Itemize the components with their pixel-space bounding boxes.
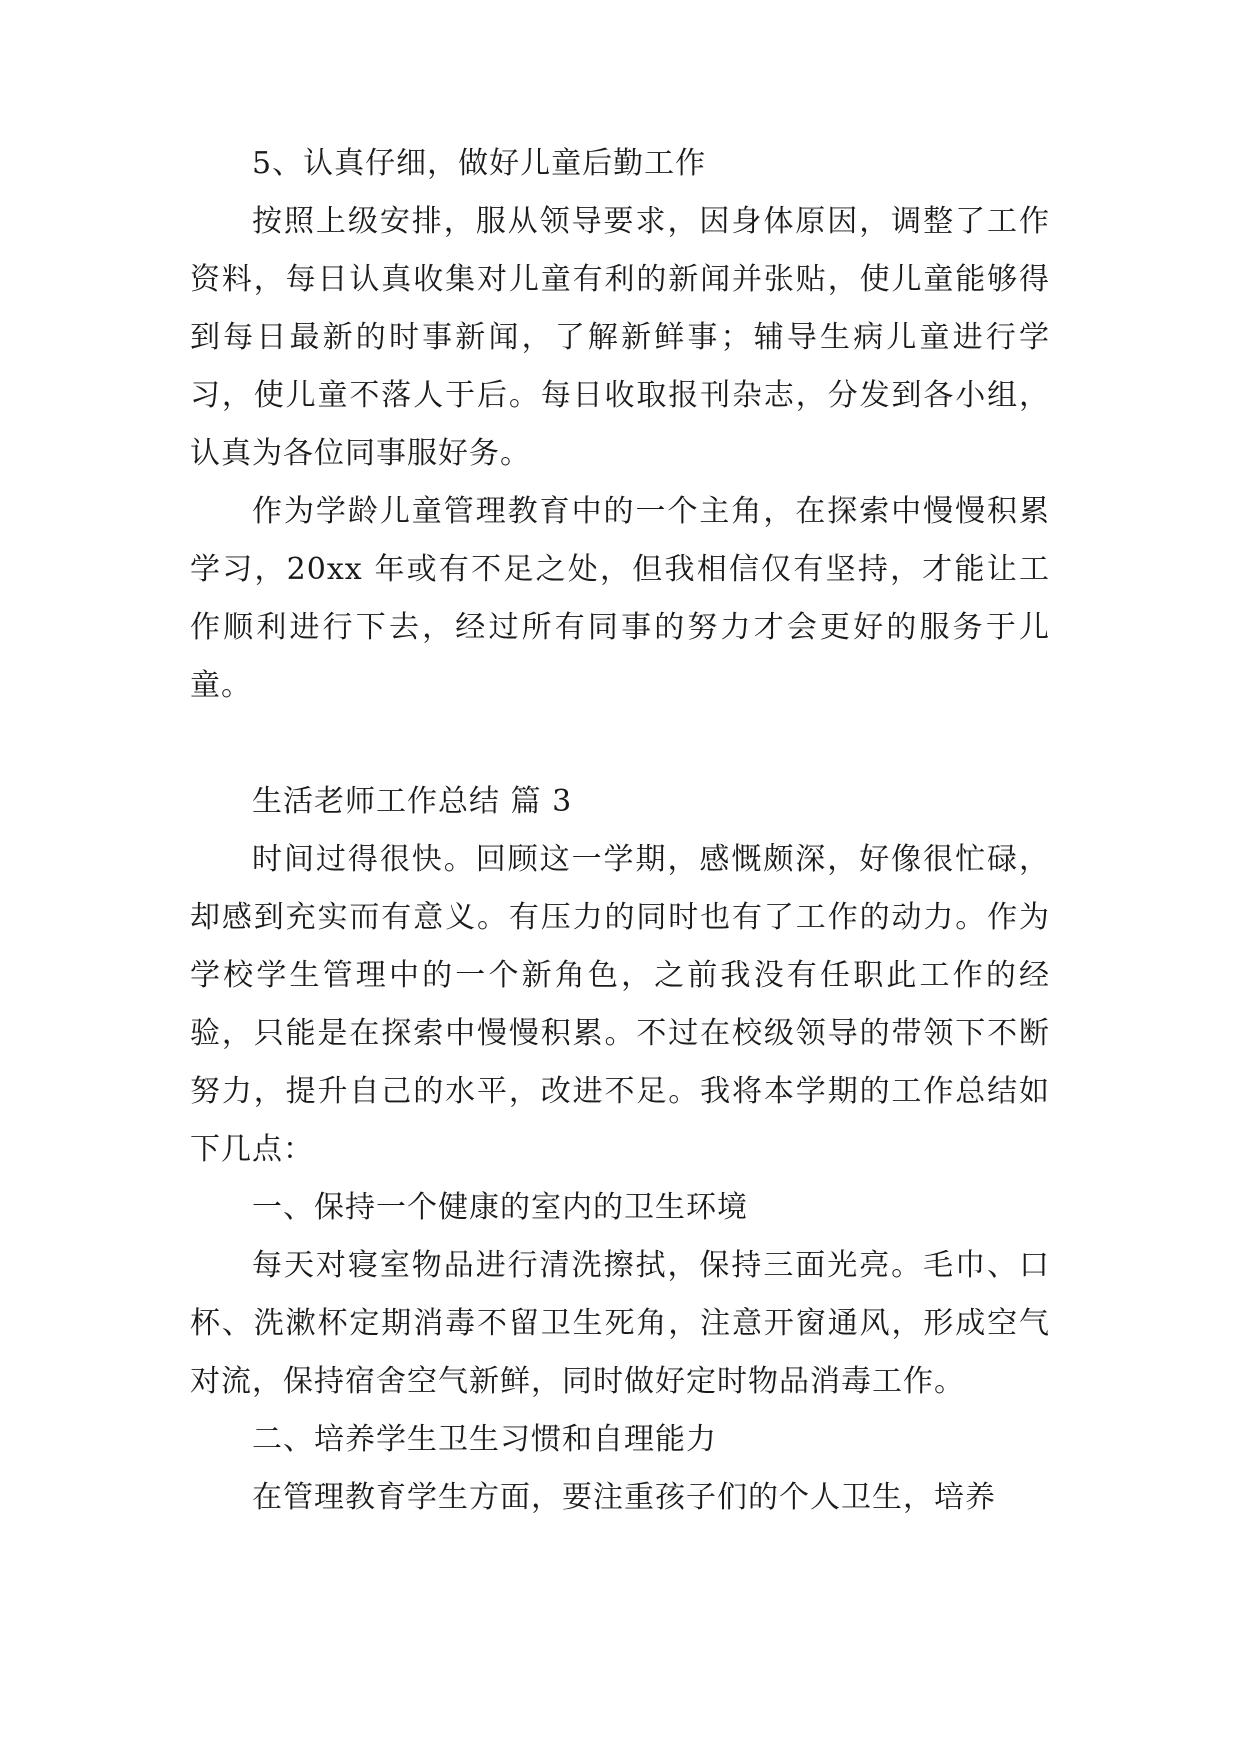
point1-body: 每天对寝室物品进行清洗擦拭，保持三面光亮。毛巾、口杯、洗漱杯定期消毒不留卫生死角，注意开窗通风，形成空气对流，保持宿舍空气新鲜，同时做好定时物品消毒工作。 [190, 1248, 1050, 1399]
point2-heading: 二、培养学生卫生习惯和自理能力 [252, 1422, 717, 1457]
closing-paragraph: 作为学龄儿童管理教育中的一个主角，在探索中慢慢积累学习，20xx 年或有不足之处，但我相信仅有坚持，才能让工作顺利进行下去，经过所有同事的努力才会更好的服务于儿童。 [190, 494, 1050, 703]
item5-heading: 5、认真仔细，做好儿童后勤工作 [252, 146, 707, 181]
section-gap [190, 715, 1050, 773]
point2-body: 在管理教育学生方面，要注重孩子们的个人卫生，培养 [252, 1480, 996, 1515]
section-title: 生活老师工作总结 篇 3 [252, 784, 573, 819]
intro-paragraph: 时间过得很快。回顾这一学期，感慨颇深，好像很忙碌，却感到充实而有意义。有压力的同时也有了工作的动力。作为学校学生管理中的一个新角色，之前我没有任职此工作的经验，只能是在探索中慢慢积累。不过在校级领导的带领下不断努力，提升自己的水平，改进不足。我将本学期的工作总结如下几点： [190, 842, 1050, 1167]
point1-heading: 一、保持一个健康的室内的卫生环境 [252, 1190, 748, 1225]
item5-body: 按照上级安排，服从领导要求，因身体原因，调整了工作资料，每日认真收集对儿童有利的新闻并张贴，使儿童能够得到每日最新的时事新闻，了解新鲜事；辅导生病儿童进行学习，使儿童不落人于后。每日收取报刊杂志，分发到各小组，认真为各位同事服好务。 [190, 204, 1050, 471]
document-body [190, 135, 1050, 1527]
